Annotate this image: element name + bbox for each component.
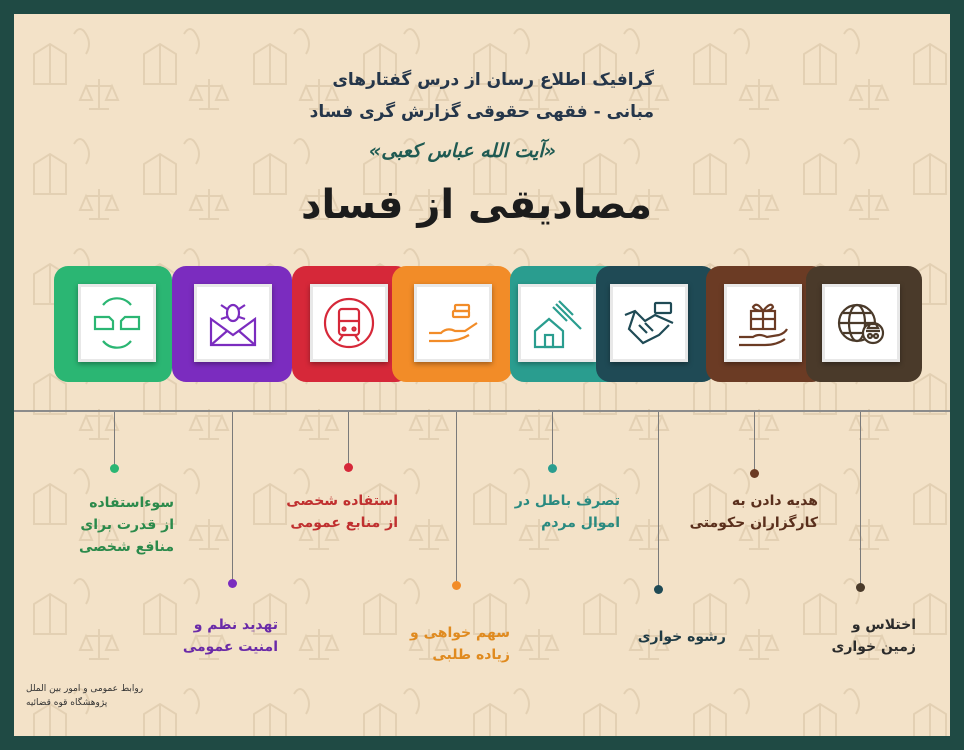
label-line: سوءاستفاده [89,495,174,511]
stem [860,412,861,584]
label-misuse-of-power [79,492,174,558]
subtitle-line-2: مبانی - فقهی حقوقی گزارش گری فساد [309,102,654,122]
stem [114,412,115,466]
dot-marker [228,579,237,588]
dot-marker [110,464,119,473]
label-line: زمین خواری [831,639,916,655]
icon-tile [194,284,272,362]
infographic-frame [14,14,950,736]
label-line: استفاده شخصی [286,493,398,509]
handshake-money-icon [621,295,677,351]
gift-hand-icon [735,295,791,351]
stem [552,412,553,464]
speaker-name: «آیت الله عباس کعبی» [368,140,556,162]
label-line: سهم خواهی و [410,625,510,641]
card-globe [806,266,922,382]
dot-marker [548,464,557,473]
label-line: از منابع عمومی [290,515,398,531]
subtitle-line-1: گرافیک اطلاع رسان از درس گفتارهای [332,70,654,90]
stem [658,412,659,588]
label-line: تصرف باطل در [514,493,620,509]
label-bribery [638,626,726,648]
dot-marker [344,463,353,472]
card-fists [54,266,172,382]
label-public-resources [286,490,398,534]
stem [754,412,755,470]
card-handshake [596,266,716,382]
icon-tile [724,284,802,362]
gavel-house-icon [529,295,585,351]
stem [348,412,349,464]
label-line: هدیه دادن به [731,493,818,509]
dot-marker [750,469,759,478]
fists-icon [89,295,145,351]
icon-tile [414,284,492,362]
label-line: رشوه خواری [637,629,726,645]
footer-line-1: روابط عمومی و امور بین الملل [26,684,144,694]
timeline-axis [14,410,950,412]
card-envelope [172,266,292,382]
stem [232,412,233,580]
train-icon [321,295,377,351]
globe-spy-icon [833,295,889,351]
icon-tile [610,284,688,362]
label-gifts-officials [690,490,818,534]
label-line: کارگزاران حکومتی [689,515,818,531]
label-line: از قدرت برای [80,517,174,533]
icon-tile [518,284,596,362]
icon-tile [78,284,156,362]
stem [456,412,457,584]
label-line: زیاده طلبی [432,647,510,663]
envelope-bug-icon [205,295,261,351]
icon-tile [822,284,900,362]
label-line: منافع شخصی [78,539,174,555]
page-title: مصادیقی از فساد [300,182,652,228]
label-security-threat [183,614,278,658]
card-coins [392,266,512,382]
footer-credit [26,682,143,710]
dot-marker [452,581,461,590]
label-greed [410,622,510,666]
icon-tile [310,284,388,362]
label-property-seizure [515,490,620,534]
label-line: امنیت عمومی [182,639,278,655]
label-line: اموال مردم [541,515,620,531]
footer-line-2: پژوهشگاه قوه قضائیه [26,698,108,708]
label-line: اختلاس و [851,617,916,633]
label-line: تهدید نظم و [193,617,278,633]
label-embezzlement [832,614,916,658]
coins-hand-icon [425,295,481,351]
dot-marker [856,583,865,592]
dot-marker [654,585,663,594]
